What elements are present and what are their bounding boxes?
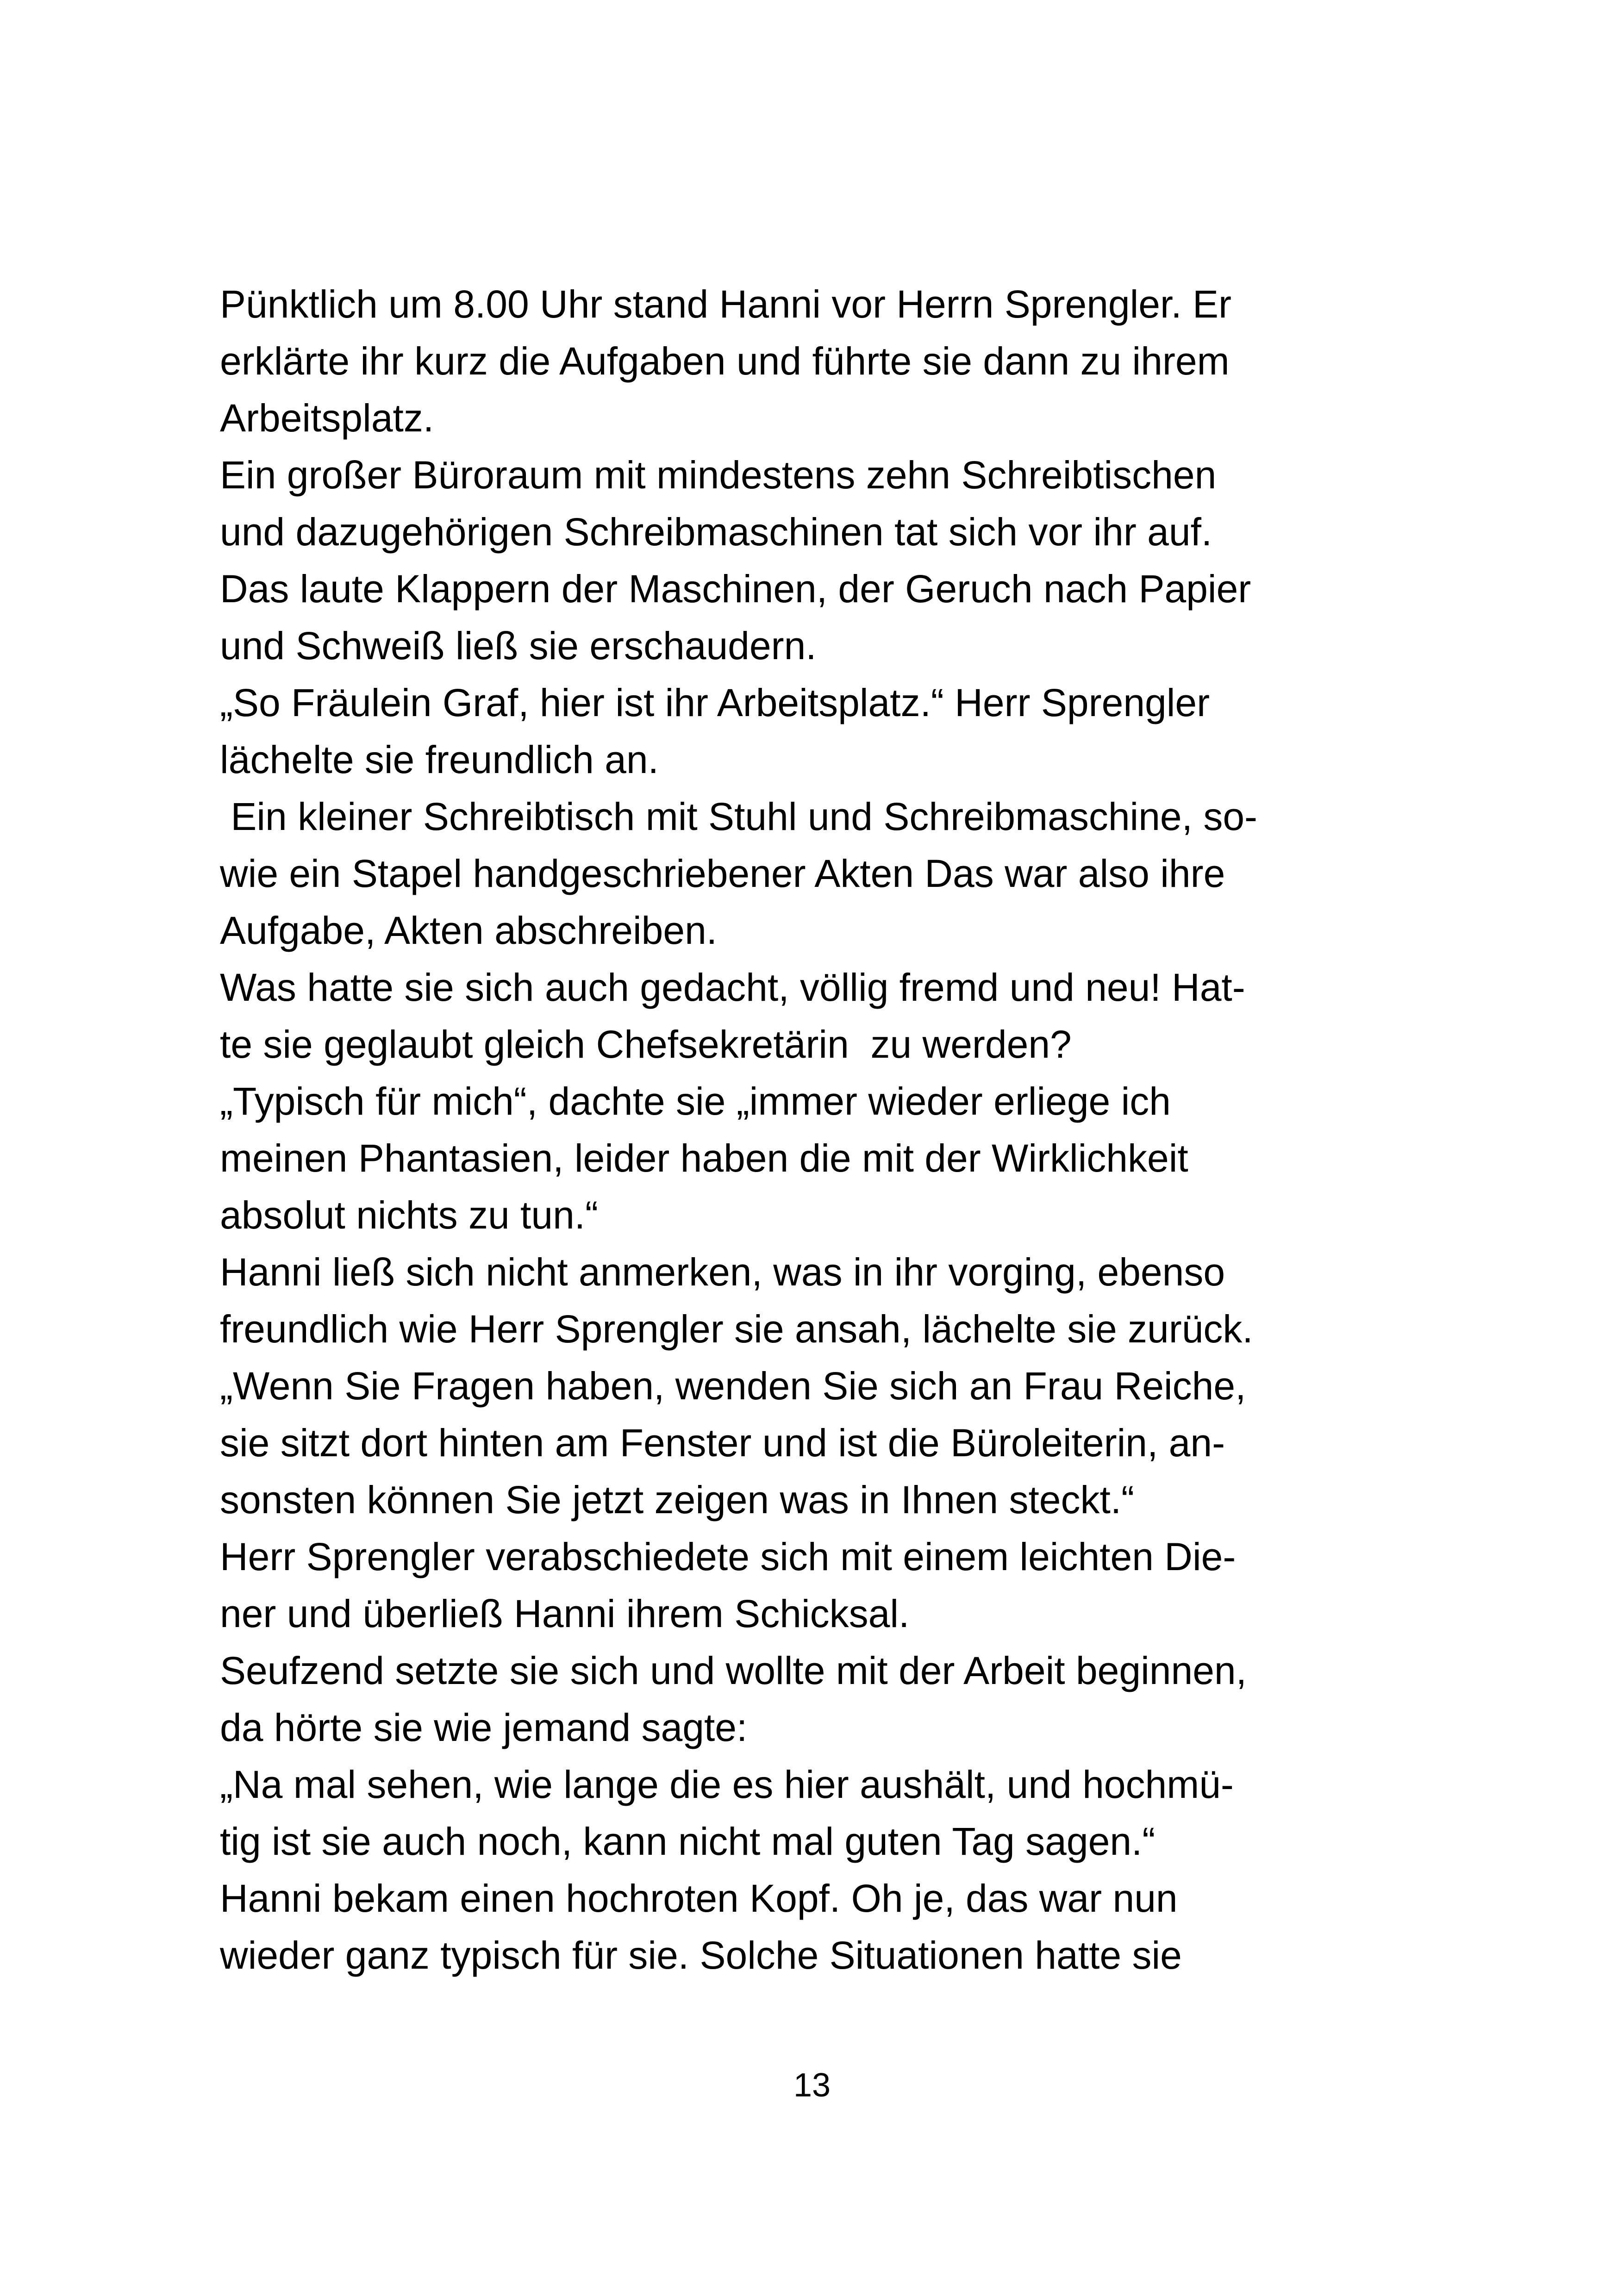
text-line: „Typisch für mich“, dachte sie „immer wieder erliege ich	[220, 1079, 1171, 1123]
text-line: Hanni ließ sich nicht anmerken, was in ihr vorging, ebenso	[220, 1250, 1225, 1294]
text-line: Ein kleiner Schreibtisch mit Stuhl und Schreibmaschine, so-	[220, 795, 1258, 838]
text-line: meinen Phantasien, leider haben die mit der Wirklichkeit	[220, 1136, 1188, 1180]
text-line: absolut nichts zu tun.“	[220, 1193, 599, 1237]
text-line: „Na mal sehen, wie lange die es hier aushält, und hochmü-	[220, 1763, 1234, 1806]
text-line: Arbeitsplatz.	[220, 396, 434, 440]
text-line: freundlich wie Herr Sprengler sie ansah, lächelte sie zurück.	[220, 1307, 1253, 1351]
text-line: sonsten können Sie jetzt zeigen was in Ihnen steckt.“	[220, 1478, 1135, 1522]
text-line: te sie geglaubt gleich Chefsekretärin zu werden?	[220, 1023, 1072, 1066]
text-line: wieder ganz typisch für sie. Solche Situationen hatte sie	[220, 1933, 1182, 1977]
text-line: Was hatte sie sich auch gedacht, völlig fremd und neu! Hat-	[220, 966, 1245, 1009]
text-line: und dazugehörigen Schreibmaschinen tat sich vor ihr auf.	[220, 510, 1212, 554]
text-line: und Schweiß ließ sie erschaudern.	[220, 624, 817, 667]
text-line: da hörte sie wie jemand sagte:	[220, 1706, 748, 1749]
text-line: Ein großer Büroraum mit mindestens zehn Schreibtischen	[220, 453, 1217, 497]
text-line: „Wenn Sie Fragen haben, wenden Sie sich an Frau Reiche,	[220, 1364, 1246, 1408]
page-number: 13	[793, 2067, 831, 2104]
text-line: Hanni bekam einen hochroten Kopf. Oh je, das war nun	[220, 1877, 1178, 1920]
body-text	[220, 276, 1405, 1984]
text-line: Aufgabe, Akten abschreiben.	[220, 909, 718, 952]
text-line: „So Fräulein Graf, hier ist ihr Arbeitsplatz.“ Herr Sprengler	[220, 681, 1210, 724]
text-line: tig ist sie auch noch, kann nicht mal guten Tag sagen.“	[220, 1820, 1156, 1863]
text-line: Seufzend setzte sie sich und wollte mit der Arbeit beginnen,	[220, 1649, 1247, 1692]
text-line: erklärte ihr kurz die Aufgaben und führte sie dann zu ihrem	[220, 339, 1230, 383]
text-line: Pünktlich um 8.00 Uhr stand Hanni vor Herrn Sprengler. Er	[220, 282, 1232, 326]
text-line: Das laute Klappern der Maschinen, der Geruch nach Papier	[220, 567, 1251, 611]
text-line: sie sitzt dort hinten am Fenster und ist die Büroleiterin, an-	[220, 1421, 1225, 1465]
text-line: wie ein Stapel handgeschriebener Akten Das war also ihre	[220, 852, 1225, 895]
text-line: Herr Sprengler verabschiedete sich mit einem leichten Die-	[220, 1535, 1236, 1578]
text-line: lächelte sie freundlich an.	[220, 738, 659, 781]
text-line: ner und überließ Hanni ihrem Schicksal.	[220, 1592, 910, 1635]
